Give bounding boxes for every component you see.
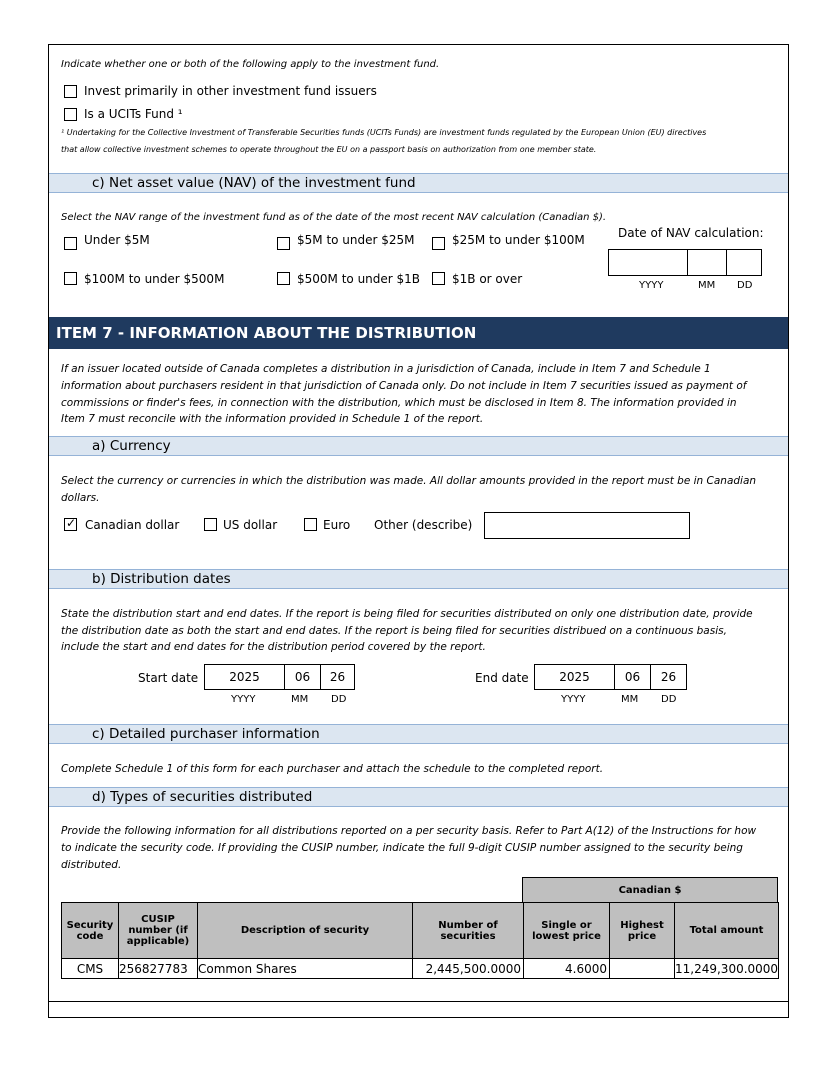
other-currency-label: Other (describe) <box>374 518 473 532</box>
canadian-dollar-label: Canadian dollar <box>85 518 180 532</box>
item7-intro-line2: information about purchasers resident in that jurisdiction of Canada only. Do not include in Item 7 securities issued as payment of <box>61 380 747 392</box>
start-date-yyyy-field[interactable]: 2025 <box>204 664 285 690</box>
nav-date-mm-field[interactable] <box>687 249 727 276</box>
invest-in-funds-checkbox[interactable] <box>64 85 77 98</box>
end-yyyy-caption: YYYY <box>561 694 586 705</box>
euro-checkbox[interactable] <box>304 518 317 531</box>
col-total: Total amount <box>675 903 779 959</box>
securities-header-row <box>62 903 779 959</box>
nav-date-yyyy-caption: YYYY <box>639 280 664 291</box>
start-mm-caption: MM <box>291 694 309 705</box>
nav-heading: c) Net asset value (NAV) of the investment fund <box>92 175 416 191</box>
currency-instruction-line1: Select the currency or currencies in which the distribution was made. All dollar amounts provided in the report must be in Canadian <box>61 475 757 487</box>
nav-25m-100m-label: $25M to under $100M <box>452 233 585 247</box>
nav-1b-over-checkbox[interactable] <box>432 272 445 285</box>
us-dollar-checkbox[interactable] <box>204 518 217 531</box>
securities-table <box>61 902 779 979</box>
dates-heading: b) Distribution dates <box>92 571 231 587</box>
col-description: Description of security <box>198 903 413 959</box>
nav-date-dd-caption: DD <box>737 280 753 291</box>
nav-100m-500m-label: $100M to under $500M <box>84 272 225 286</box>
item7-intro-line4: Item 7 must reconcile with the information provided in Schedule 1 of the report. <box>61 413 484 425</box>
securities-heading: d) Types of securities distributed <box>92 789 313 805</box>
purchaser-heading: c) Detailed purchaser information <box>92 726 320 742</box>
nav-date-yyyy-field[interactable] <box>608 249 688 276</box>
purchaser-instruction: Complete Schedule 1 of this form for each purchaser and attach the schedule to the completed report. <box>61 763 604 775</box>
nav-section-header <box>49 173 788 193</box>
start-date-label: Start date <box>138 671 199 685</box>
fund-type-instruction: Indicate whether one or both of the following apply to the investment fund. <box>61 59 440 70</box>
nav-date-mm-caption: MM <box>698 280 716 291</box>
end-date-mm-field[interactable]: 06 <box>614 664 651 690</box>
end-date-yyyy-field[interactable]: 2025 <box>534 664 615 690</box>
item7-intro-line3: commissions or finder's fees, in connection with the distribution, which must be disclosed in Item 8. The information provided in <box>61 397 737 409</box>
nav-500m-1b-label: $500M to under $1B <box>297 272 421 286</box>
securities-instruction-line2: to indicate the security code. If providing the CUSIP number, indicate the full 9-digit CUSIP number assigned to the security being <box>61 842 743 854</box>
currency-heading: a) Currency <box>92 438 171 454</box>
securities-instruction-line3: distributed. <box>61 859 122 871</box>
cell-number[interactable]: 2,445,500.0000 <box>413 959 524 979</box>
nav-5m-25m-label: $5M to under $25M <box>297 233 415 247</box>
cell-cusip[interactable]: 256827783 <box>119 959 198 979</box>
start-date-dd-field[interactable]: 26 <box>320 664 355 690</box>
securities-section-header <box>49 787 788 807</box>
table-row <box>62 959 779 979</box>
nav-5m-25m-checkbox[interactable] <box>277 237 290 250</box>
cell-high-price[interactable] <box>610 959 675 979</box>
col-number: Number of securities <box>413 903 524 959</box>
dates-instruction-line2: the distribution date as both the start and end dates. If the report is being filed for securities distribued on a continuous basis, <box>61 625 727 637</box>
euro-label: Euro <box>323 518 351 532</box>
check-icon: ✓ <box>66 516 77 530</box>
currency-section-header <box>49 436 788 456</box>
ucits-footnote-line1: ¹ Undertaking for the Collective Investment of Transferable Securities funds (UCITs Funds) are investment funds regulated by the European Union (EU) directives <box>61 128 707 137</box>
item7-header <box>49 317 788 349</box>
col-security-code: Security code <box>62 903 119 959</box>
dates-instruction-line3: include the start and end dates for the distribution period covered by the report. <box>61 641 486 653</box>
nav-under-5m-checkbox[interactable] <box>64 237 77 250</box>
form-bottom-rule <box>48 1017 789 1018</box>
dates-instruction-line1: State the distribution start and end dates. If the report is being filed for securities distributed on only one distribution date, provide <box>61 608 753 620</box>
col-high-price: Highest price <box>610 903 675 959</box>
nav-100m-500m-checkbox[interactable] <box>64 272 77 285</box>
currency-instruction-line2: dollars. <box>61 492 100 504</box>
end-date-label: End date <box>475 671 529 685</box>
nav-25m-100m-checkbox[interactable] <box>432 237 445 250</box>
ucits-fund-label: Is a UCITs Fund ¹ <box>84 107 183 121</box>
nav-date-dd-field[interactable] <box>726 249 762 276</box>
other-currency-input[interactable] <box>484 512 690 539</box>
cell-description[interactable]: Common Shares <box>198 959 413 979</box>
end-date-dd-field[interactable]: 26 <box>650 664 687 690</box>
nav-under-5m-label: Under $5M <box>84 233 150 247</box>
nav-instruction: Select the NAV range of the investment fund as of the date of the most recent NAV calculation (Canadian $). <box>61 212 607 223</box>
ucits-footnote-line2: that allow collective investment schemes to operate throughout the EU on a passport basis on authorization from one member state. <box>61 145 597 154</box>
dates-section-header <box>49 569 788 589</box>
canadian-dollar-header-cell: Canadian $ <box>523 878 778 903</box>
cell-total[interactable]: 11,249,300.0000 <box>675 959 779 979</box>
nav-500m-1b-checkbox[interactable] <box>277 272 290 285</box>
start-yyyy-caption: YYYY <box>231 694 256 705</box>
cell-security-code[interactable]: CMS <box>62 959 119 979</box>
col-low-price: Single or lowest price <box>524 903 610 959</box>
canadian-dollar-checkbox[interactable] <box>64 518 77 531</box>
invest-in-funds-label: Invest primarily in other investment fund issuers <box>84 84 377 98</box>
canadian-dollar-group-header <box>522 877 778 903</box>
purchaser-section-header <box>49 724 788 744</box>
nav-1b-over-label: $1B or over <box>452 272 523 286</box>
ucits-fund-checkbox[interactable] <box>64 108 77 121</box>
col-cusip: CUSIP number (if applicable) <box>119 903 198 959</box>
start-dd-caption: DD <box>331 694 347 705</box>
securities-instruction-line1: Provide the following information for all distributions reported on a per security basis. Refer to Part A(12) of the Instructions for how <box>61 825 757 837</box>
end-mm-caption: MM <box>621 694 639 705</box>
item7-title: ITEM 7 - INFORMATION ABOUT THE DISTRIBUTION <box>56 324 477 342</box>
item7-intro-line1: If an issuer located outside of Canada completes a distribution in a jurisdiction of Canada, include in Item 7 and Schedule 1 <box>61 363 711 375</box>
form-bottom-strip <box>48 1001 789 1018</box>
end-dd-caption: DD <box>661 694 677 705</box>
start-date-mm-field[interactable]: 06 <box>284 664 321 690</box>
nav-date-label: Date of NAV calculation: <box>618 226 764 240</box>
cell-low-price[interactable]: 4.6000 <box>524 959 610 979</box>
us-dollar-label: US dollar <box>223 518 278 532</box>
